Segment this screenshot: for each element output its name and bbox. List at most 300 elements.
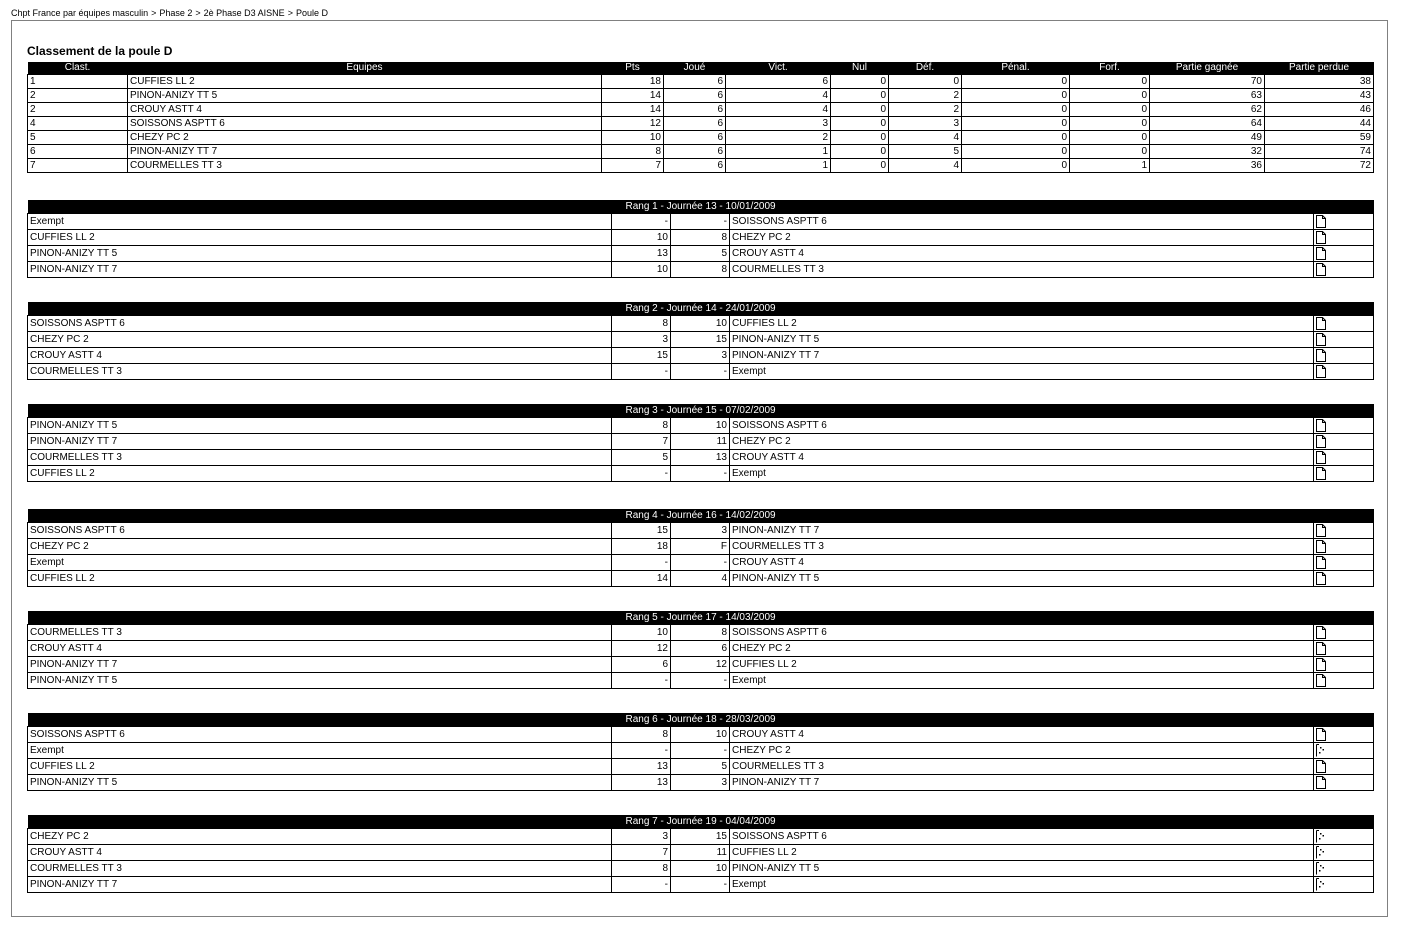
- round-header-row: [28, 404, 1374, 418]
- standings-cell-rank: 5: [28, 131, 128, 145]
- document-icon[interactable]: [1316, 524, 1326, 537]
- match-away-score: -: [671, 364, 730, 380]
- match-away-team[interactable]: COURMELLES TT 3: [730, 262, 1314, 278]
- document-icon[interactable]: [1316, 349, 1326, 362]
- round-header-row: [28, 815, 1374, 829]
- match-away-team[interactable]: PINON-ANIZY TT 5: [730, 332, 1314, 348]
- standings-cell-penalties: 0: [962, 75, 1070, 89]
- standings-row: [28, 89, 1374, 103]
- broken-image-icon[interactable]: [1316, 846, 1326, 859]
- document-icon[interactable]: [1316, 467, 1326, 480]
- match-home-team[interactable]: SOISSONS ASPTT 6: [28, 316, 612, 332]
- match-away-score: -: [671, 466, 730, 482]
- match-home-score: 13: [612, 246, 671, 262]
- document-icon[interactable]: [1316, 674, 1326, 687]
- match-sheet-cell: [1314, 418, 1374, 434]
- round-title: Rang 3 - Journée 15 - 07/02/2009: [28, 404, 1374, 418]
- round-table: [27, 611, 1374, 689]
- standings-cell-rank: 7: [28, 159, 128, 173]
- match-away-score: 3: [671, 775, 730, 791]
- match-away-score: 4: [671, 571, 730, 587]
- match-sheet-cell: [1314, 214, 1374, 230]
- match-home-team[interactable]: CHEZY PC 2: [28, 829, 612, 845]
- standings-cell-penalties: 0: [962, 145, 1070, 159]
- match-home-team[interactable]: PINON-ANIZY TT 5: [28, 673, 612, 689]
- match-home-score: 15: [612, 348, 671, 364]
- match-sheet-cell: [1314, 673, 1374, 689]
- match-sheet-cell: [1314, 262, 1374, 278]
- match-home-team[interactable]: Exempt: [28, 555, 612, 571]
- match-away-score: 10: [671, 316, 730, 332]
- match-home-team[interactable]: CUFFIES LL 2: [28, 759, 612, 775]
- match-row: [28, 845, 1374, 861]
- standings-cell-games-lost: 43: [1265, 89, 1374, 103]
- match-row: [28, 743, 1374, 759]
- header-nul: Nul: [831, 62, 889, 75]
- document-icon[interactable]: [1316, 642, 1326, 655]
- document-icon[interactable]: [1316, 435, 1326, 448]
- match-home-team[interactable]: PINON-ANIZY TT 7: [28, 262, 612, 278]
- match-away-team[interactable]: PINON-ANIZY TT 7: [730, 523, 1314, 539]
- standings-cell-games-won: 32: [1150, 145, 1265, 159]
- standings-cell-points: 10: [602, 131, 664, 145]
- match-sheet-cell: [1314, 246, 1374, 262]
- header-vict: Vict.: [726, 62, 831, 75]
- round-title: Rang 4 - Journée 16 - 14/02/2009: [28, 509, 1374, 523]
- standings-cell-losses: 2: [889, 89, 962, 103]
- match-home-score: -: [612, 555, 671, 571]
- match-home-team[interactable]: COURMELLES TT 3: [28, 861, 612, 877]
- match-sheet-cell: [1314, 657, 1374, 673]
- match-row: [28, 434, 1374, 450]
- document-icon[interactable]: [1316, 333, 1326, 346]
- match-away-team[interactable]: CHEZY PC 2: [730, 434, 1314, 450]
- standings-cell-wins: 1: [726, 145, 831, 159]
- standings-cell-games-lost: 38: [1265, 75, 1374, 89]
- match-away-team[interactable]: CROUY ASTT 4: [730, 450, 1314, 466]
- standings-cell-draws: 0: [831, 145, 889, 159]
- match-home-score: 10: [612, 230, 671, 246]
- match-row: [28, 775, 1374, 791]
- match-row: [28, 262, 1374, 278]
- document-icon[interactable]: [1316, 317, 1326, 330]
- standings-cell-team[interactable]: PINON-ANIZY TT 7: [128, 145, 602, 159]
- match-away-score: 8: [671, 262, 730, 278]
- match-away-score: -: [671, 877, 730, 893]
- match-home-score: 13: [612, 775, 671, 791]
- match-row: [28, 450, 1374, 466]
- match-home-score: 6: [612, 657, 671, 673]
- match-home-score: 8: [612, 727, 671, 743]
- match-row: [28, 214, 1374, 230]
- standings-title: Classement de la poule D: [27, 44, 173, 58]
- match-home-team[interactable]: CUFFIES LL 2: [28, 571, 612, 587]
- standings-cell-wins: 2: [726, 131, 831, 145]
- standings-cell-played: 6: [664, 131, 726, 145]
- match-home-score: 8: [612, 861, 671, 877]
- match-away-team[interactable]: SOISSONS ASPTT 6: [730, 829, 1314, 845]
- standings-cell-losses: 0: [889, 75, 962, 89]
- match-home-team[interactable]: Exempt: [28, 743, 612, 759]
- match-away-score: 15: [671, 332, 730, 348]
- match-home-score: 7: [612, 434, 671, 450]
- round-table: [27, 200, 1374, 278]
- document-icon[interactable]: [1316, 247, 1326, 260]
- match-sheet-cell: [1314, 775, 1374, 791]
- breadcrumb-item-pool: Poule D: [295, 8, 328, 18]
- match-home-team[interactable]: SOISSONS ASPTT 6: [28, 727, 612, 743]
- match-home-score: 3: [612, 332, 671, 348]
- header-joue: Joué: [664, 62, 726, 75]
- document-icon[interactable]: [1316, 231, 1326, 244]
- standings-cell-losses: 2: [889, 103, 962, 117]
- standings-cell-played: 6: [664, 145, 726, 159]
- standings-cell-team[interactable]: PINON-ANIZY TT 5: [128, 89, 602, 103]
- breadcrumb-separator: >: [151, 8, 157, 18]
- standings-cell-losses: 4: [889, 159, 962, 173]
- match-away-team[interactable]: COURMELLES TT 3: [730, 759, 1314, 775]
- match-away-team[interactable]: PINON-ANIZY TT 7: [730, 775, 1314, 791]
- standings-cell-rank: 6: [28, 145, 128, 159]
- match-home-team[interactable]: CROUY ASTT 4: [28, 845, 612, 861]
- standings-cell-forfeits: 0: [1070, 117, 1150, 131]
- standings-cell-team[interactable]: CROUY ASTT 4: [128, 103, 602, 117]
- match-sheet-cell: [1314, 861, 1374, 877]
- round-title: Rang 6 - Journée 18 - 28/03/2009: [28, 713, 1374, 727]
- round-header-row: [28, 200, 1374, 214]
- match-row: [28, 861, 1374, 877]
- standings-cell-team[interactable]: COURMELLES TT 3: [128, 159, 602, 173]
- match-row: [28, 364, 1374, 380]
- standings-cell-team[interactable]: CUFFIES LL 2: [128, 75, 602, 89]
- standings-row: [28, 145, 1374, 159]
- document-icon[interactable]: [1316, 776, 1326, 789]
- standings-cell-points: 8: [602, 145, 664, 159]
- round-table: [27, 302, 1374, 380]
- match-home-team[interactable]: COURMELLES TT 3: [28, 450, 612, 466]
- match-row: [28, 641, 1374, 657]
- match-home-score: 13: [612, 759, 671, 775]
- match-sheet-cell: [1314, 450, 1374, 466]
- standings-cell-games-won: 64: [1150, 117, 1265, 131]
- match-home-score: 15: [612, 523, 671, 539]
- match-away-team[interactable]: CHEZY PC 2: [730, 641, 1314, 657]
- round-table: [27, 815, 1374, 893]
- match-home-score: 8: [612, 418, 671, 434]
- match-sheet-cell: [1314, 230, 1374, 246]
- match-row: [28, 230, 1374, 246]
- match-sheet-cell: [1314, 364, 1374, 380]
- broken-image-icon[interactable]: [1316, 744, 1326, 757]
- match-row: [28, 523, 1374, 539]
- standings-cell-forfeits: 0: [1070, 89, 1150, 103]
- match-away-score: 10: [671, 418, 730, 434]
- standings-cell-wins: 3: [726, 117, 831, 131]
- round-table: [27, 509, 1374, 587]
- standings-cell-played: 6: [664, 103, 726, 117]
- match-home-team[interactable]: PINON-ANIZY TT 5: [28, 418, 612, 434]
- standings-cell-played: 6: [664, 89, 726, 103]
- match-away-team[interactable]: CUFFIES LL 2: [730, 316, 1314, 332]
- standings-cell-rank: 4: [28, 117, 128, 131]
- match-sheet-cell: [1314, 743, 1374, 759]
- match-row: [28, 727, 1374, 743]
- match-away-score: -: [671, 743, 730, 759]
- match-sheet-cell: [1314, 434, 1374, 450]
- match-row: [28, 332, 1374, 348]
- header-forf: Forf.: [1070, 62, 1150, 75]
- match-sheet-cell: [1314, 829, 1374, 845]
- document-icon[interactable]: [1316, 626, 1326, 639]
- round-table: [27, 713, 1374, 791]
- match-away-score: 8: [671, 230, 730, 246]
- standings-cell-played: 6: [664, 75, 726, 89]
- match-away-team[interactable]: Exempt: [730, 364, 1314, 380]
- standings-cell-rank: 1: [28, 75, 128, 89]
- header-clast: Clast.: [28, 62, 128, 75]
- match-away-score: 12: [671, 657, 730, 673]
- match-home-score: 10: [612, 262, 671, 278]
- match-sheet-cell: [1314, 466, 1374, 482]
- standings-cell-points: 18: [602, 75, 664, 89]
- match-row: [28, 246, 1374, 262]
- standings-cell-penalties: 0: [962, 131, 1070, 145]
- match-home-team[interactable]: SOISSONS ASPTT 6: [28, 523, 612, 539]
- standings-cell-games-lost: 59: [1265, 131, 1374, 145]
- standings-cell-draws: 0: [831, 117, 889, 131]
- match-away-team[interactable]: SOISSONS ASPTT 6: [730, 625, 1314, 641]
- match-home-score: 18: [612, 539, 671, 555]
- standings-cell-rank: 2: [28, 89, 128, 103]
- match-away-score: 5: [671, 759, 730, 775]
- match-home-score: 3: [612, 829, 671, 845]
- match-sheet-cell: [1314, 555, 1374, 571]
- match-away-score: 5: [671, 246, 730, 262]
- standings-cell-losses: 5: [889, 145, 962, 159]
- match-sheet-cell: [1314, 332, 1374, 348]
- standings-cell-points: 14: [602, 89, 664, 103]
- match-row: [28, 829, 1374, 845]
- match-home-team[interactable]: CROUY ASTT 4: [28, 641, 612, 657]
- match-sheet-cell: [1314, 641, 1374, 657]
- standings-cell-penalties: 0: [962, 89, 1070, 103]
- match-home-score: -: [612, 743, 671, 759]
- match-away-team[interactable]: CROUY ASTT 4: [730, 246, 1314, 262]
- document-icon[interactable]: [1316, 760, 1326, 773]
- match-away-score: -: [671, 555, 730, 571]
- standings-row: [28, 103, 1374, 117]
- standings-cell-games-lost: 72: [1265, 159, 1374, 173]
- match-home-team[interactable]: PINON-ANIZY TT 5: [28, 775, 612, 791]
- match-home-team[interactable]: Exempt: [28, 214, 612, 230]
- match-row: [28, 316, 1374, 332]
- match-home-team[interactable]: CHEZY PC 2: [28, 539, 612, 555]
- match-away-score: 10: [671, 727, 730, 743]
- document-icon[interactable]: [1316, 658, 1326, 671]
- match-away-team[interactable]: PINON-ANIZY TT 5: [730, 571, 1314, 587]
- broken-image-icon[interactable]: [1316, 878, 1326, 891]
- standings-row: [28, 75, 1374, 89]
- match-row: [28, 571, 1374, 587]
- standings-cell-wins: 1: [726, 159, 831, 173]
- match-away-team[interactable]: CUFFIES LL 2: [730, 845, 1314, 861]
- standings-cell-forfeits: 0: [1070, 131, 1150, 145]
- match-away-team[interactable]: CROUY ASTT 4: [730, 727, 1314, 743]
- match-home-team[interactable]: PINON-ANIZY TT 7: [28, 657, 612, 673]
- standings-cell-points: 12: [602, 117, 664, 131]
- match-away-team[interactable]: Exempt: [730, 673, 1314, 689]
- match-away-team[interactable]: CROUY ASTT 4: [730, 555, 1314, 571]
- match-sheet-cell: [1314, 625, 1374, 641]
- match-row: [28, 418, 1374, 434]
- standings-header-row: [28, 62, 1374, 75]
- match-home-score: -: [612, 877, 671, 893]
- standings-cell-penalties: 0: [962, 117, 1070, 131]
- standings-cell-draws: 0: [831, 103, 889, 117]
- document-icon[interactable]: [1316, 263, 1326, 276]
- document-icon[interactable]: [1316, 572, 1326, 585]
- standings-cell-team[interactable]: CHEZY PC 2: [128, 131, 602, 145]
- standings-cell-forfeits: 0: [1070, 75, 1150, 89]
- match-away-team[interactable]: Exempt: [730, 466, 1314, 482]
- standings-cell-draws: 0: [831, 75, 889, 89]
- round-title: Rang 7 - Journée 19 - 04/04/2009: [28, 815, 1374, 829]
- header-partie-gagnee: Partie gagnée: [1150, 62, 1265, 75]
- match-sheet-cell: [1314, 877, 1374, 893]
- match-away-score: 11: [671, 845, 730, 861]
- match-away-score: 6: [671, 641, 730, 657]
- match-home-team[interactable]: COURMELLES TT 3: [28, 625, 612, 641]
- breadcrumb-item-phase[interactable]: Phase 2: [159, 8, 193, 18]
- standings-cell-losses: 4: [889, 131, 962, 145]
- standings-cell-games-won: 36: [1150, 159, 1265, 173]
- match-away-score: 13: [671, 450, 730, 466]
- match-away-team[interactable]: CUFFIES LL 2: [730, 657, 1314, 673]
- match-row: [28, 673, 1374, 689]
- match-sheet-cell: [1314, 348, 1374, 364]
- round-title: Rang 1 - Journée 13 - 10/01/2009: [28, 200, 1374, 214]
- standings-cell-losses: 3: [889, 117, 962, 131]
- match-away-team[interactable]: Exempt: [730, 877, 1314, 893]
- match-sheet-cell: [1314, 727, 1374, 743]
- match-home-team[interactable]: PINON-ANIZY TT 7: [28, 434, 612, 450]
- standings-row: [28, 159, 1374, 173]
- broken-image-icon[interactable]: [1316, 862, 1326, 875]
- round-header-row: [28, 302, 1374, 316]
- standings-cell-played: 6: [664, 117, 726, 131]
- standings-cell-played: 6: [664, 159, 726, 173]
- standings-table: [27, 62, 1374, 173]
- standings-cell-games-won: 63: [1150, 89, 1265, 103]
- match-home-score: 14: [612, 571, 671, 587]
- broken-image-icon[interactable]: [1316, 830, 1326, 843]
- match-sheet-cell: [1314, 539, 1374, 555]
- standings-row: [28, 117, 1374, 131]
- standings-cell-games-lost: 44: [1265, 117, 1374, 131]
- document-icon[interactable]: [1316, 540, 1326, 553]
- match-row: [28, 625, 1374, 641]
- breadcrumb: [11, 8, 328, 18]
- standings-cell-penalties: 0: [962, 159, 1070, 173]
- document-icon[interactable]: [1316, 365, 1326, 378]
- standings-cell-points: 7: [602, 159, 664, 173]
- match-away-team[interactable]: SOISSONS ASPTT 6: [730, 418, 1314, 434]
- document-icon[interactable]: [1316, 451, 1326, 464]
- match-away-team[interactable]: PINON-ANIZY TT 7: [730, 348, 1314, 364]
- round-header-row: [28, 509, 1374, 523]
- match-home-score: 10: [612, 625, 671, 641]
- breadcrumb-item-division[interactable]: 2è Phase D3 AISNE: [203, 8, 285, 18]
- match-away-score: -: [671, 673, 730, 689]
- match-home-team[interactable]: PINON-ANIZY TT 7: [28, 877, 612, 893]
- match-away-team[interactable]: COURMELLES TT 3: [730, 539, 1314, 555]
- match-sheet-cell: [1314, 845, 1374, 861]
- standings-row: [28, 131, 1374, 145]
- match-away-team[interactable]: CHEZY PC 2: [730, 743, 1314, 759]
- match-sheet-cell: [1314, 759, 1374, 775]
- round-header-row: [28, 713, 1374, 727]
- standings-cell-draws: 0: [831, 131, 889, 145]
- match-away-team[interactable]: PINON-ANIZY TT 5: [730, 861, 1314, 877]
- standings-cell-draws: 0: [831, 159, 889, 173]
- standings-cell-games-lost: 46: [1265, 103, 1374, 117]
- standings-cell-wins: 4: [726, 103, 831, 117]
- document-icon[interactable]: [1316, 215, 1326, 228]
- match-home-score: -: [612, 364, 671, 380]
- round-header-row: [28, 611, 1374, 625]
- match-away-team[interactable]: CHEZY PC 2: [730, 230, 1314, 246]
- standings-cell-games-lost: 74: [1265, 145, 1374, 159]
- standings-cell-games-won: 70: [1150, 75, 1265, 89]
- match-sheet-cell: [1314, 316, 1374, 332]
- match-sheet-cell: [1314, 523, 1374, 539]
- match-away-score: 3: [671, 348, 730, 364]
- match-row: [28, 759, 1374, 775]
- match-away-score: 11: [671, 434, 730, 450]
- document-icon[interactable]: [1316, 556, 1326, 569]
- match-home-score: 7: [612, 845, 671, 861]
- match-away-score: 3: [671, 523, 730, 539]
- document-icon[interactable]: [1316, 728, 1326, 741]
- match-away-score: 15: [671, 829, 730, 845]
- match-home-score: 5: [612, 450, 671, 466]
- header-penal: Pénal.: [962, 62, 1070, 75]
- standings-cell-wins: 4: [726, 89, 831, 103]
- match-row: [28, 466, 1374, 482]
- match-home-score: -: [612, 673, 671, 689]
- match-row: [28, 657, 1374, 673]
- match-home-team[interactable]: CHEZY PC 2: [28, 332, 612, 348]
- standings-cell-games-won: 49: [1150, 131, 1265, 145]
- match-home-team[interactable]: COURMELLES TT 3: [28, 364, 612, 380]
- match-away-score: 8: [671, 625, 730, 641]
- match-home-team[interactable]: CUFFIES LL 2: [28, 230, 612, 246]
- standings-cell-team[interactable]: SOISSONS ASPTT 6: [128, 117, 602, 131]
- standings-cell-forfeits: 1: [1070, 159, 1150, 173]
- match-away-score: -: [671, 214, 730, 230]
- match-home-team[interactable]: PINON-ANIZY TT 5: [28, 246, 612, 262]
- standings-cell-penalties: 0: [962, 103, 1070, 117]
- match-home-score: -: [612, 466, 671, 482]
- match-home-team[interactable]: CUFFIES LL 2: [28, 466, 612, 482]
- document-icon[interactable]: [1316, 419, 1326, 432]
- breadcrumb-item-championship[interactable]: Chpt France par équipes masculin: [11, 8, 149, 18]
- standings-cell-wins: 6: [726, 75, 831, 89]
- match-away-team[interactable]: SOISSONS ASPTT 6: [730, 214, 1314, 230]
- header-def: Déf.: [889, 62, 962, 75]
- breadcrumb-separator: >: [287, 8, 293, 18]
- match-home-team[interactable]: CROUY ASTT 4: [28, 348, 612, 364]
